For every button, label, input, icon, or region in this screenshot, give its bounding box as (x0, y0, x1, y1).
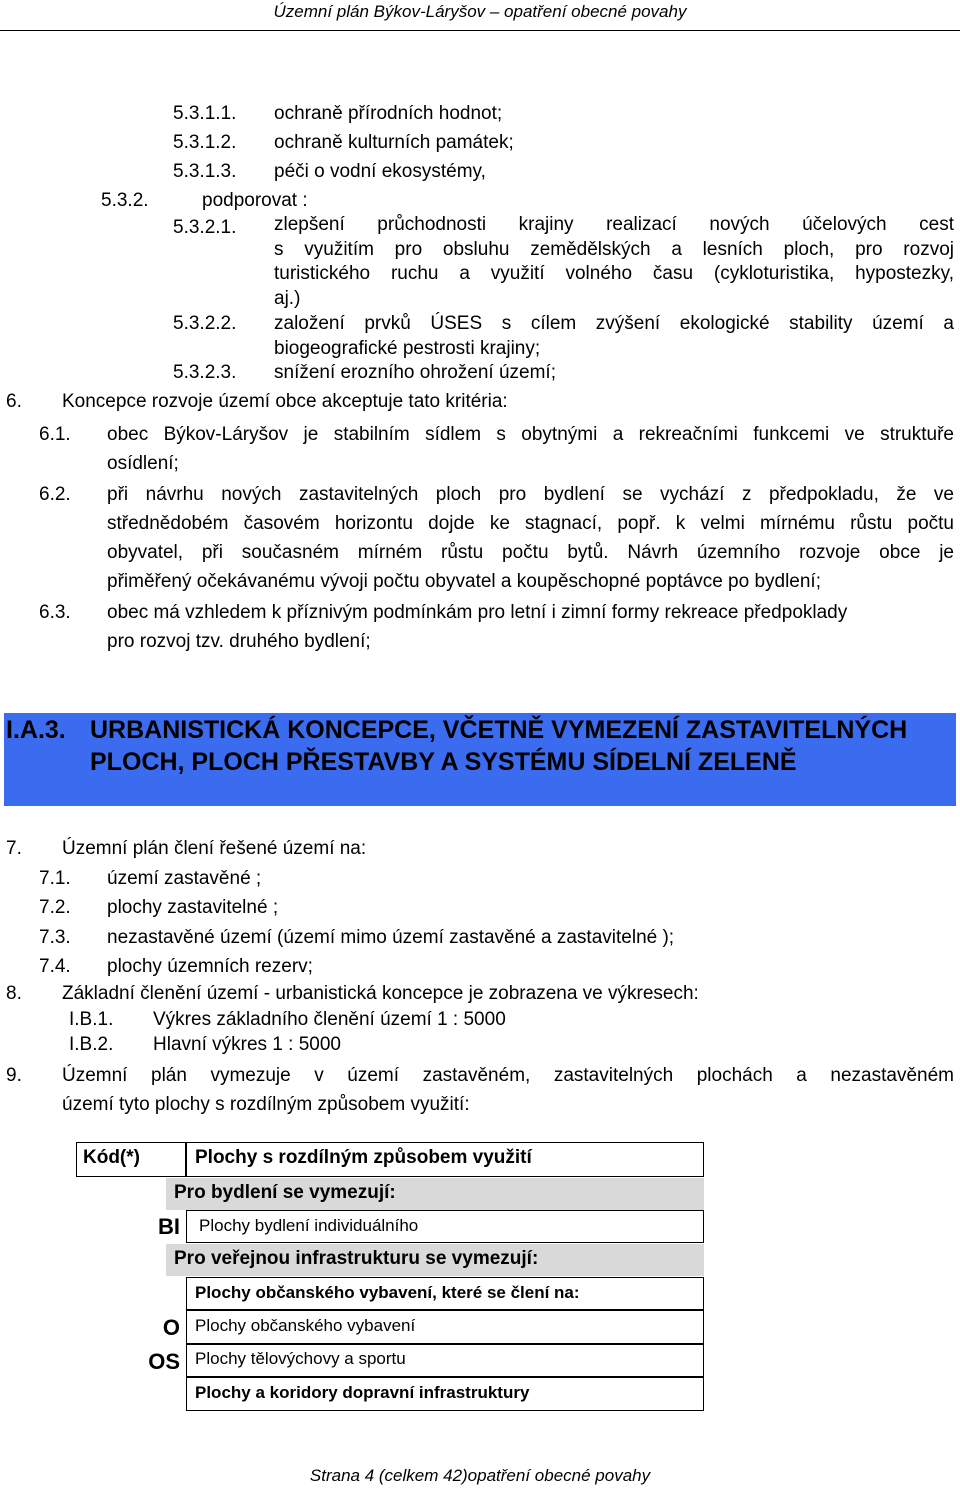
item-number: 5.3.2.1. (173, 217, 237, 238)
item-number: 6. (6, 391, 22, 412)
item-text: aj.) (274, 288, 301, 309)
item-number: 5.3.1.3. (173, 161, 237, 182)
section-title: URBANISTICKÁ KONCEPCE, VČETNĚ VYMEZENÍ ZASTAVITELNÝCH PLOCH, PLOCH PŘESTAVBY A SYSTÉMU SÍDELNÍ ZELENĚ (90, 716, 908, 776)
item-number: 5.3.2.2. (173, 313, 237, 334)
item-number: 7. (6, 838, 22, 859)
header-divider (0, 30, 960, 31)
item-text: při návrhu nových zastavitelných ploch pro bydlení se vychází z předpokladu, že ve (107, 484, 954, 505)
item-number: 7.1. (39, 868, 71, 889)
item-text: nezastavěné území (území mimo území zastavěné a zastavitelné ); (107, 927, 675, 948)
table-dop-heading: Plochy a koridory dopravní infrastruktury (195, 1383, 530, 1402)
item-text: ochraně kulturních památek; (274, 132, 514, 153)
item-text: plochy zastavitelné ; (107, 897, 279, 918)
item-text: střednědobém časovém horizontu dojde ke stagnací, popř. k velmi mírnému růstu počtu (107, 513, 954, 534)
table-name-bi: Plochy bydlení individuálního (199, 1216, 419, 1235)
table-header-code: Kód(*) (83, 1147, 140, 1168)
page-header: Územní plán Býkov-Láryšov – opatření obecné povahy (273, 2, 687, 21)
table-code-bi: BI (158, 1214, 180, 1239)
item-text: Územní plán vymezuje v území zastavěném, zastavitelných plochách a nezastavěném (62, 1065, 954, 1086)
section-number: I.A.3. (6, 716, 66, 744)
item-number: 6.1. (39, 424, 71, 445)
table-group-housing: Pro bydlení se vymezují: (174, 1182, 396, 1203)
table-header-name: Plochy s rozdílným způsobem využití (195, 1147, 532, 1168)
table-code-os: OS (148, 1349, 180, 1374)
item-text: Hlavní výkres 1 : 5000 (153, 1034, 341, 1055)
item-text: turistického ruchu a využití volného času (cykloturistika, hypostezky, (274, 263, 954, 284)
item-number: 7.3. (39, 927, 71, 948)
table-code-o: O (162, 1315, 180, 1340)
item-text: osídlení; (107, 453, 179, 474)
item-number: 8. (6, 983, 22, 1004)
item-text: Výkres základního členění území 1 : 5000 (153, 1009, 506, 1030)
table-name-os: Plochy tělovýchovy a sportu (195, 1349, 406, 1368)
item-text: Územní plán člení řešené území na: (62, 838, 367, 859)
item-text: území zastavěné ; (107, 868, 262, 889)
item-text: obec má vzhledem k příznivým podmínkám pro letní i zimní formy rekreace předpoklady (107, 602, 848, 623)
item-text: obyvatel, při současném mírném růstu počtu bytů. Návrh územního rozvoje obce je (107, 542, 954, 563)
item-text: pro rozvoj tzv. druhého bydlení; (107, 631, 371, 652)
item-text: snížení erozního ohrožení území; (274, 362, 556, 383)
item-text: přiměřený očekávanému vývoji počtu obyvatel a koupěschopné poptávce po bydlení; (107, 571, 821, 592)
item-number: 5.3.1.2. (173, 132, 237, 153)
item-number: 9. (6, 1065, 22, 1086)
item-number: 6.3. (39, 602, 71, 623)
page-footer: Strana 4 (celkem 42)opatření obecné povahy (309, 1466, 651, 1485)
item-text: založení prvků ÚSES s cílem zvýšení ekologické stability území a (274, 313, 954, 334)
item-number: 5.3.1.1. (173, 103, 237, 124)
item-number: 7.2. (39, 897, 71, 918)
item-number: I.B.2. (69, 1034, 114, 1055)
item-number: 5.3.2. (101, 190, 149, 211)
item-number: I.B.1. (69, 1009, 114, 1030)
item-text: péči o vodní ekosystémy, (274, 161, 486, 182)
item-number: 6.2. (39, 484, 71, 505)
item-text: území tyto plochy s rozdílným způsobem využití: (62, 1094, 470, 1115)
item-text: Základní členění území - urbanistická koncepce je zobrazena ve výkresech: (62, 983, 699, 1004)
table-name-o: Plochy občanského vybavení (195, 1316, 416, 1335)
item-text: podporovat : (202, 190, 308, 211)
item-text: ochraně přírodních hodnot; (274, 103, 503, 124)
item-text: Koncepce rozvoje území obce akceptuje tato kritéria: (62, 391, 508, 412)
item-text: obec Býkov-Láryšov je stabilním sídlem s obytnými a rekreačními funkcemi ve struktuře (107, 424, 954, 445)
table-group-infrastructure: Pro veřejnou infrastrukturu se vymezují: (174, 1248, 539, 1269)
table-ov-heading: Plochy občanského vybavení, které se člení na: (195, 1283, 580, 1302)
item-number: 5.3.2.3. (173, 362, 237, 383)
item-text: s využitím pro obsluhu zemědělských a lesních ploch, pro rozvoj (274, 239, 954, 260)
item-text: biogeografické pestrosti krajiny; (274, 338, 541, 359)
item-text: zlepšení průchodnosti krajiny realizací nových účelových cest (274, 214, 954, 235)
item-number: 7.4. (39, 956, 71, 977)
item-text: plochy územních rezerv; (107, 956, 313, 977)
